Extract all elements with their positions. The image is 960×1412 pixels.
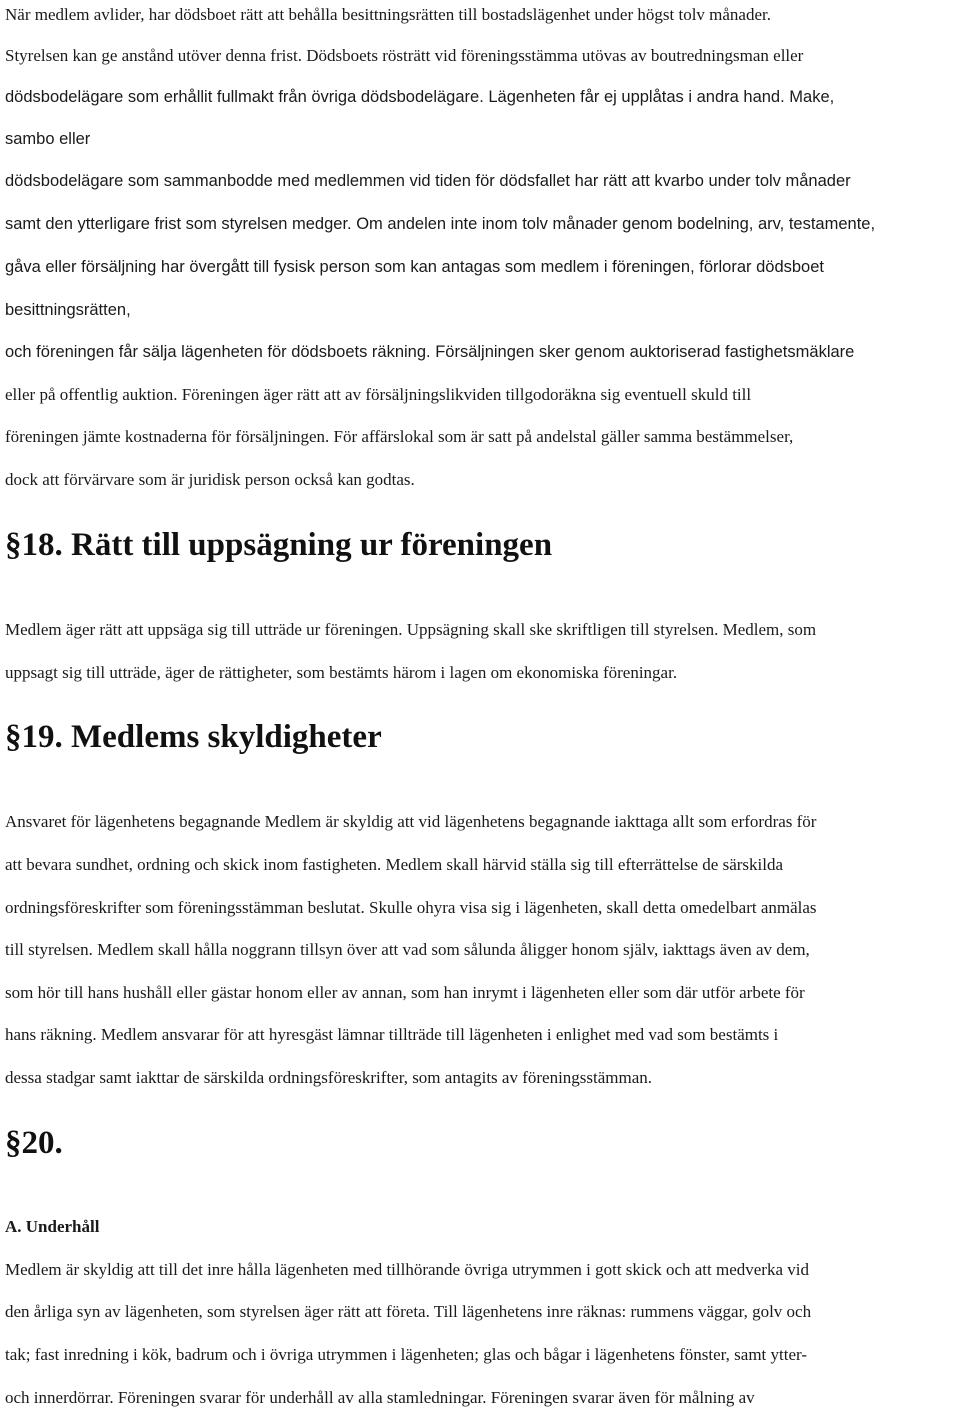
text-line: hans räkning. Medlem ansvarar för att hyresgäst lämnar tillträde till lägenheten i enlighet med vad som bestämts i: [5, 1025, 779, 1044]
text-line: dödsbodelägare som erhållit fullmakt från övriga dödsbodelägare. Lägenheten får ej upplåtas i andra hand. Make,: [5, 88, 835, 106]
text-line: sambo eller: [5, 130, 91, 148]
section-20-heading: §20.: [5, 1125, 63, 1161]
text-line: besittningsrätten,: [5, 301, 131, 319]
text-line: som hör till hans hushåll eller gästar honom eller av annan, som han inrymt i lägenheten eller som där utför arbete för: [5, 983, 805, 1002]
text-line: eller på offentlig auktion. Föreningen äger rätt att av försäljningslikviden tillgodoräkna sig eventuell skuld till: [5, 385, 752, 404]
text-line: gåva eller försäljning har övergått till fysisk person som kan antagas som medlem i föreningen, förlorar dödsboet: [5, 258, 824, 276]
text-line: till styrelsen. Medlem skall hålla noggrann tillsyn över att vad som sålunda åligger honom själv, iakttags även av dem,: [5, 940, 810, 959]
text-line: ordningsföreskrifter som föreningsstämman beslutat. Skulle ohyra visa sig i lägenheten, skall detta omedelbart anmälas: [5, 898, 817, 917]
text-line: att bevara sundhet, ordning och skick inom fastigheten. Medlem skall härvid ställa sig till efterrättelse de särskilda: [5, 855, 784, 874]
text-line: och föreningen får sälja lägenheten för dödsboets räkning. Försäljningen sker genom auktoriserad fastighetsmäklare: [5, 343, 855, 361]
text-line: den årliga syn av lägenheten, som styrelsen äger rätt att företa. Till lägenhetens inre räknas: rummens väggar, golv och: [5, 1302, 812, 1321]
text-line: Styrelsen kan ge anstånd utöver denna frist. Dödsboets rösträtt vid föreningsstämma utövas av boutredningsman eller: [5, 46, 804, 65]
text-line: och innerdörrar. Föreningen svarar för underhåll av alla stamledningar. Föreningen svarar även för målning av: [5, 1388, 755, 1407]
text-line: Medlem äger rätt att uppsäga sig till utträde ur föreningen. Uppsägning skall ske skriftligen till styrelsen. Medlem, som: [5, 620, 817, 639]
text-line: tak; fast inredning i kök, badrum och i övriga utrymmen i lägenheten; glas och bågar i lägenhetens fönster, samt ytter-: [5, 1345, 807, 1364]
text-line: samt den ytterligare frist som styrelsen medger. Om andelen inte inom tolv månader genom bodelning, arv, testamente,: [5, 215, 876, 233]
text-line: uppsagt sig till utträde, äger de rättigheter, som bestämts härom i lagen om ekonomiska föreningar.: [5, 663, 678, 682]
text-line: Ansvaret för lägenhetens begagnande Medlem är skyldig att vid lägenhetens begagnande iakttaga allt som erfordras för: [5, 812, 817, 831]
text-line: dessa stadgar samt iakttar de särskilda ordningsföreskrifter, som antagits av föreningsstämman.: [5, 1068, 653, 1087]
text-line: dock att förvärvare som är juridisk person också kan godtas.: [5, 470, 415, 489]
text-line: dödsbodelägare som sammanbodde med medlemmen vid tiden för dödsfallet har rätt att kvarbo under tolv månader: [5, 172, 851, 190]
text-line: föreningen jämte kostnaderna för försäljningen. För affärslokal som är satt på andelstal gäller samma bestämmelser,: [5, 427, 794, 446]
section-19-heading: §19. Medlems skyldigheter: [5, 719, 382, 755]
section-18-heading: §18. Rätt till uppsägning ur föreningen: [5, 527, 553, 563]
subsection-heading: A. Underhåll: [5, 1217, 100, 1236]
text-line: Medlem är skyldig att till det inre hålla lägenheten med tillhörande övriga utrymmen i gott skick och att medverka vid: [5, 1260, 809, 1279]
text-line: När medlem avlider, har dödsboet rätt att behålla besittningsrätten till bostadslägenhet under högst tolv månader.: [5, 5, 771, 24]
